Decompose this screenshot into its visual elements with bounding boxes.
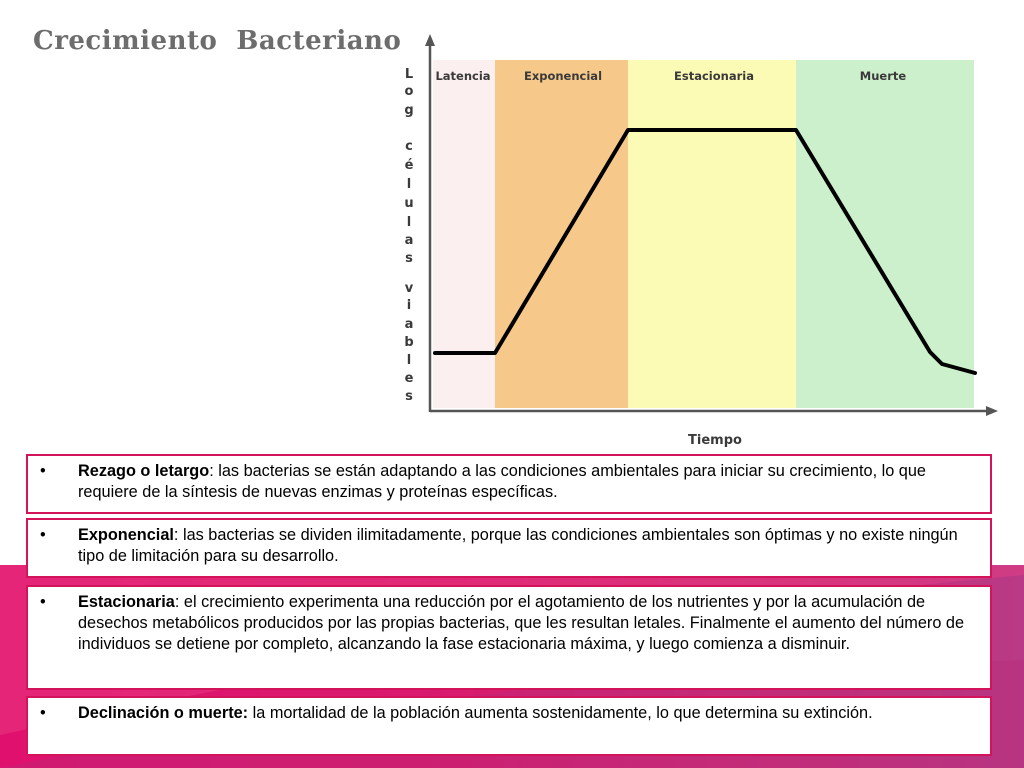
y-axis-letter: s <box>405 251 413 266</box>
bullet-text: : el crecimiento experimenta una reducción por el agotamiento de los nutrientes y por la acumulación de desechos metabólicos producidos por las propias bacterias, que les resultan letales. Finalmente el aumento del número de individuos se detiene por completo, alcanzando la fase estacionaria máxima, y luego comienza a disminuir. <box>78 593 965 653</box>
bullet-box-latencia <box>26 454 992 514</box>
bullet-marker: • <box>40 593 46 611</box>
slide-title: Crecimiento Bacteriano <box>33 26 402 56</box>
phase-label-muerte: Muerte <box>859 69 907 83</box>
y-axis-letter: a <box>404 317 414 332</box>
phase-band-muerte <box>796 60 974 408</box>
bullet-marker: • <box>40 704 46 722</box>
y-axis-letter: e <box>404 371 414 386</box>
y-axis-letter: a <box>404 233 414 248</box>
bullet-text: la mortalidad de la población aumenta sostenidamente, lo que determina su extinción. <box>248 704 873 722</box>
y-axis-letter: L <box>404 67 414 82</box>
y-axis-letter: é <box>404 158 414 173</box>
bullet-text: : las bacterias se están adaptando a las condiciones ambientales para iniciar su crecimiento, lo que requiere de la síntesis de nuevas enzimas y proteínas específicas. <box>78 462 926 501</box>
y-axis-letter: l <box>406 215 412 230</box>
x-axis-label: Tiempo <box>688 433 742 448</box>
bullet-term: Declinación o muerte: <box>78 704 249 722</box>
x-axis-arrow <box>986 406 998 416</box>
y-axis-letter: b <box>404 335 414 350</box>
y-axis-label <box>404 67 413 404</box>
bullet-term: Estacionaria <box>78 593 175 611</box>
phase-label-estacionaria: Estacionaria <box>674 69 754 83</box>
phase-label-latencia: Latencia <box>435 69 491 83</box>
bullet-marker: • <box>40 526 46 544</box>
y-axis-letter: s <box>405 389 413 404</box>
y-axis-letter: g <box>404 103 414 118</box>
bullet-box-estacionaria <box>26 585 992 690</box>
y-axis-letter: o <box>404 84 414 99</box>
y-axis-letter: u <box>404 196 414 211</box>
bullet-box-exponencial <box>26 518 992 578</box>
bullet-text: : las bacterias se dividen ilimitadamente, porque las condiciones ambientales son óptimas y no existe ningún tipo de limitación para su desarrollo. <box>78 526 958 565</box>
bullet-marker: • <box>40 462 46 480</box>
bullet-term: Exponencial <box>78 526 174 544</box>
phase-band-estacionaria <box>628 60 796 408</box>
y-axis-letter: l <box>406 353 412 368</box>
phase-label-exponencial: Exponencial <box>523 69 603 83</box>
bullet-term: Rezago o letargo <box>78 462 210 480</box>
y-axis-letter: i <box>406 298 412 313</box>
phase-band-latencia <box>433 60 495 408</box>
growth-curve-diagram <box>390 30 1005 450</box>
bullet-box-muerte <box>26 696 992 756</box>
y-axis-letter: v <box>404 281 414 296</box>
y-axis-arrow <box>425 34 435 46</box>
y-axis-letter: l <box>406 177 412 192</box>
y-axis-letter: c <box>405 139 413 154</box>
phase-band-exponencial <box>495 60 628 408</box>
